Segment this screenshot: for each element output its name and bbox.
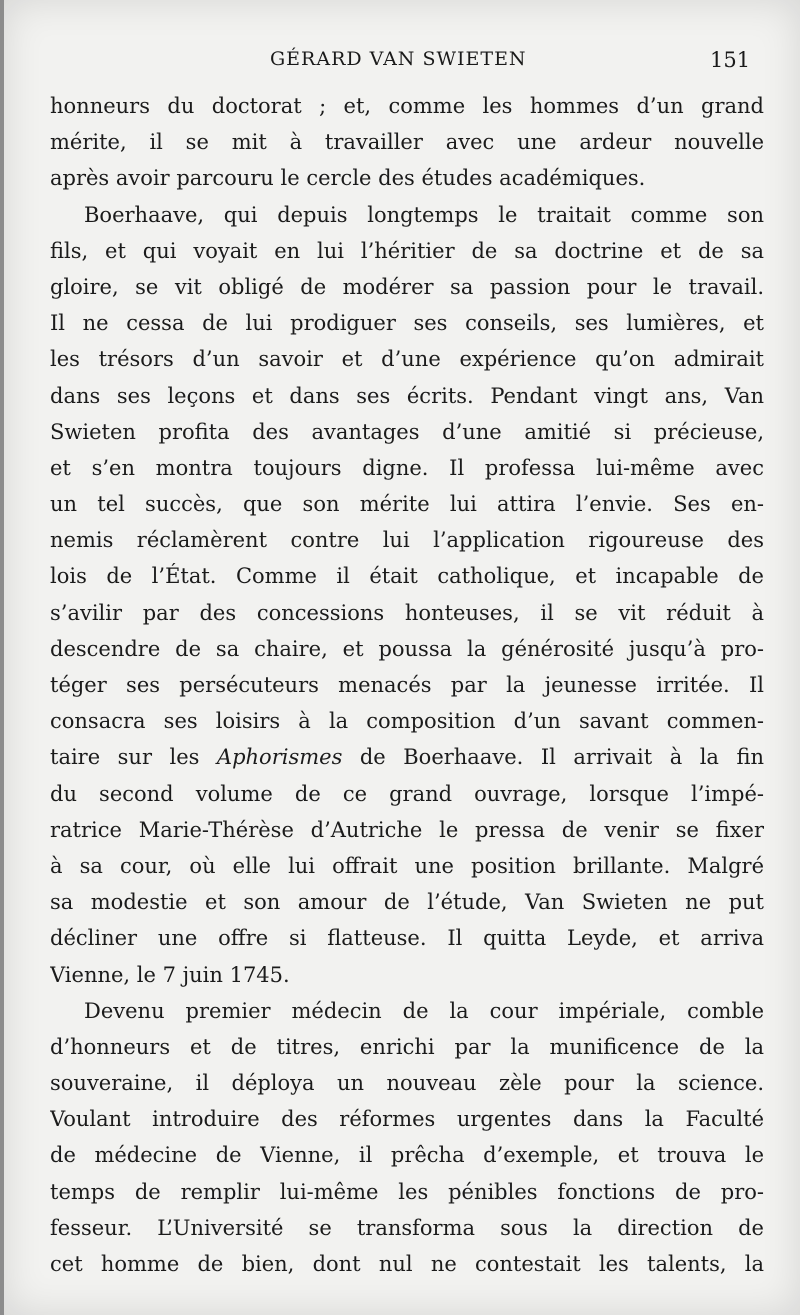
emphasis-text: Aphorismes — [216, 745, 343, 770]
text-line: sa modestie et son amour de l’étude, Van Swieten ne put — [50, 890, 764, 915]
text-line: Devenu premier médecin de la cour impériale, comble — [84, 998, 764, 1023]
text-line: et s’en montra toujours digne. Il professa lui-même avec — [50, 455, 764, 480]
text-segment: taire sur les — [50, 745, 217, 770]
text-line: de médecine de Vienne, il prêcha d’exemple, et trouva le — [50, 1143, 764, 1168]
text-line: cet homme de bien, dont nul ne contestait les talents, la — [50, 1252, 764, 1276]
text-line: dans ses leçons et dans ses écrits. Pendant vingt ans, Van — [50, 383, 764, 408]
text-line: ratrice Marie-Thérèse d’Autriche le pressa de venir se fixer — [50, 817, 764, 842]
text-line: Voulant introduire des réformes urgentes dans la Faculté — [50, 1107, 764, 1132]
page-number: 151 — [710, 48, 751, 72]
text-line: fils, et qui voyait en lui l’héritier de sa doctrine et de sa — [50, 238, 764, 263]
text-line: gloire, se vit obligé de modérer sa passion pour le travail. — [50, 274, 764, 299]
text-line: nemis réclamèrent contre lui l’application rigoureuse des — [50, 528, 764, 553]
text-line: à sa cour, où elle lui offrait une position brillante. Malgré — [50, 853, 764, 878]
text-line: consacra ses loisirs à la composition d’un savant commen- — [50, 709, 764, 734]
text-line: Boerhaave, qui depuis longtemps le traitait comme son — [84, 202, 764, 227]
text-line: Swieten profita des avantages d’une amitié si précieuse, — [50, 419, 764, 444]
text-segment: de Boerhaave. Il arrivait à la fin — [342, 745, 764, 770]
text-line: décliner une offre si flatteuse. Il quitta Leyde, et arriva — [50, 926, 764, 951]
text-line: d’honneurs et de titres, enrichi par la munificence de la — [50, 1034, 764, 1059]
text-line: descendre de sa chaire, et poussa la générosité jusqu’à pro- — [50, 636, 764, 661]
text-line: s’avilir par des concessions honteuses, il se vit réduit à — [50, 600, 764, 625]
text-line: téger ses persécuteurs menacés par la jeunesse irritée. Il — [50, 673, 764, 697]
text-line: Vienne, le 7 juin 1745. — [50, 962, 290, 987]
text-line: temps de remplir lui-même les pénibles fonctions de pro- — [50, 1179, 764, 1204]
text-line: Il ne cessa de lui prodiguer ses conseils, ses lumières, et — [50, 311, 764, 336]
text-line: un tel succès, que son mérite lui attira l’envie. Ses en- — [50, 492, 764, 517]
body-text — [50, 88, 764, 1282]
text-line: honneurs du doctorat ; et, comme les hommes d’un grand — [50, 94, 764, 118]
text-line: lois de l’État. Comme il était catholique, et incapable de — [50, 564, 764, 589]
text-line: mérite, il se mit à travailler avec une ardeur nouvelle — [50, 130, 764, 155]
text-line: les trésors d’un savoir et d’une expérience qu’on admirait — [50, 347, 764, 372]
text-line: après avoir parcouru le cercle des études académiques. — [50, 166, 646, 191]
page-header — [4, 48, 800, 74]
book-page — [4, 0, 800, 1315]
text-line: du second volume de ce grand ouvrage, lorsque l’impé- — [50, 781, 764, 806]
running-title: GÉRARD VAN SWIETEN — [270, 48, 527, 70]
text-line — [50, 739, 764, 775]
text-line: souveraine, il déploya un nouveau zèle pour la science. — [50, 1071, 764, 1096]
text-line: fesseur. L’Université se transforma sous la direction de — [50, 1215, 764, 1240]
